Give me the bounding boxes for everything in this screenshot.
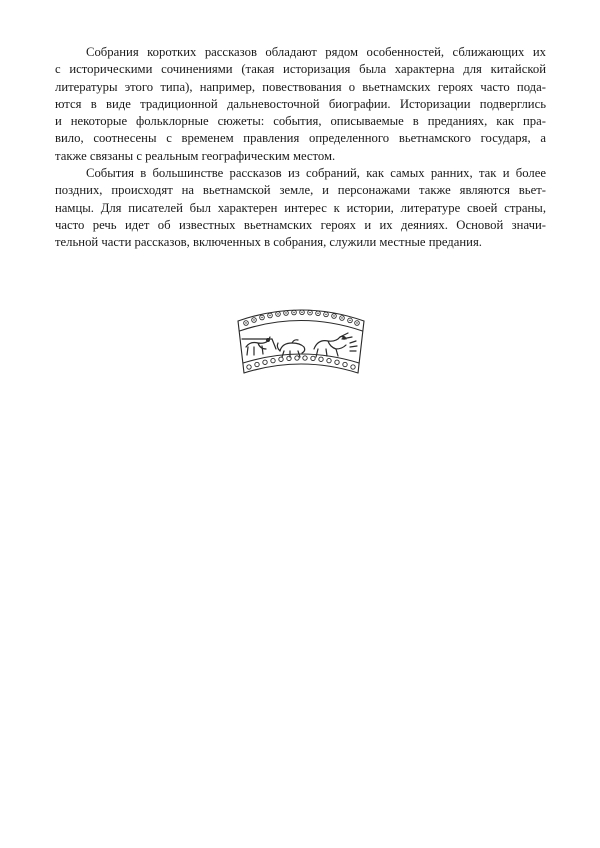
- text-line: вило, соотнесены с временем правления определенного вьетнамского государя, а: [55, 131, 546, 146]
- text-line: литературы этого типа), например, повествования о вьетнамских героях часто пода-: [55, 79, 546, 94]
- text-line: также связаны с реальным географическим местом.: [55, 148, 336, 163]
- text-line: поздних, происходят на вьетнамской земле, и персонажами также являются вьет-: [55, 183, 546, 198]
- text-line: с историческими сочинениями (такая историзация была характерна для китайской: [55, 62, 546, 77]
- paragraph: [55, 44, 546, 165]
- text-line: ются в виде традиционной дальневосточной биографии. Историзации подверглись: [55, 96, 546, 111]
- body-text: [55, 44, 546, 252]
- bronze-drum-band-ornament-icon: [232, 303, 370, 385]
- text-line: тельной части рассказов, включенных в собрания, служили местные предания.: [55, 235, 482, 250]
- text-line: и некоторые фольклорные сюжеты: события, описываемые в преданиях, как пра-: [55, 114, 546, 129]
- text-line: часто речь идет об известных вьетнамских героях и их деяниях. Основой значи-: [55, 217, 546, 232]
- text-line: События в большинстве рассказов из собраний, как самых ранних, так и более: [86, 166, 546, 181]
- paragraph: [55, 165, 546, 251]
- text-line: намцы. Для писателей был характерен интерес к истории, литературе своей страны,: [55, 200, 546, 215]
- text-line: Собрания коротких рассказов обладают рядом особенностей, сближающих их: [86, 45, 546, 59]
